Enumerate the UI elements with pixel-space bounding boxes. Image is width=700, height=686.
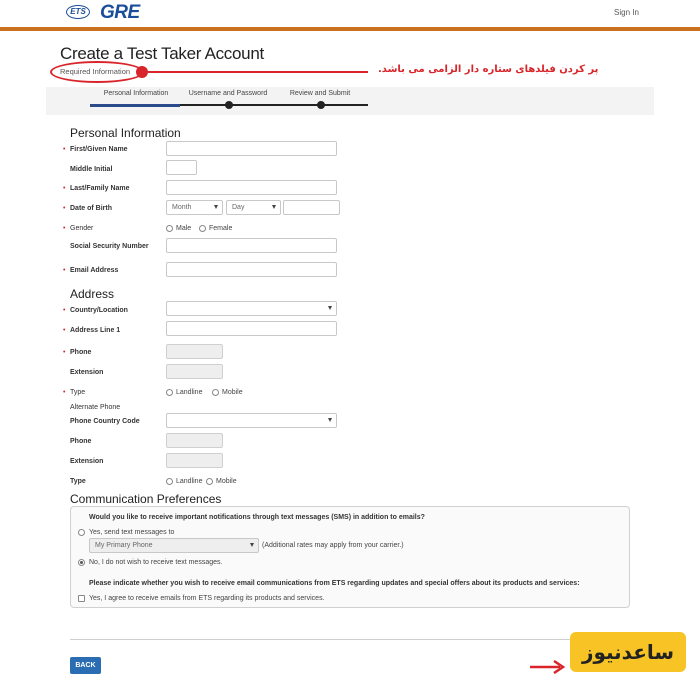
sms-no-radio[interactable] (78, 559, 85, 566)
middle-initial-input[interactable] (166, 160, 197, 175)
phone-country-code-label: Phone Country Code (70, 418, 140, 425)
required-information-note: Required Information (60, 67, 131, 76)
header-accent-bar (0, 27, 700, 31)
page-title: Create a Test Taker Account (60, 44, 264, 63)
watermark-logo: ساعدنیوز (570, 632, 686, 672)
progress-steps (46, 87, 654, 115)
address-line1-label: Address Line 1 (70, 327, 121, 334)
active-step-indicator (90, 104, 180, 107)
annotation-text: پر کردن فیلدهای ستاره دار الزامی می باشد. (378, 64, 599, 75)
ssn-label: Social Security Number (70, 243, 149, 250)
ets-logo: ETS (66, 5, 90, 19)
required-star: • (63, 327, 66, 334)
arrow-right-icon (530, 660, 570, 674)
required-star: • (63, 185, 66, 192)
address-line1-input[interactable] (166, 321, 337, 336)
alt-phone-input[interactable] (166, 433, 223, 448)
sms-rates-note: (Additional rates may apply from your carrier.) (262, 542, 404, 549)
communication-section-title: Communication Preferences (70, 492, 222, 506)
gender-male-radio[interactable] (166, 225, 173, 232)
personal-section-title: Personal Information (70, 126, 181, 140)
email-preference-question: Please indicate whether you wish to receive email communications from ETS regarding updates and special offers about its products and services: (89, 580, 580, 587)
gender-male-label: Male (176, 225, 192, 232)
dob-month-select[interactable] (166, 200, 223, 215)
communication-preferences-box (70, 506, 630, 608)
alt-mobile-radio[interactable] (206, 478, 213, 485)
required-star: • (63, 349, 66, 356)
step-review-submit: Review and Submit (289, 90, 351, 97)
required-star: • (63, 146, 66, 153)
chevron-down-icon (214, 205, 218, 209)
country-select[interactable] (166, 301, 337, 316)
sms-yes-label: Yes, send text messages to (89, 529, 175, 536)
email-consent-checkbox[interactable] (78, 595, 85, 602)
step-personal-information: Personal Information (103, 90, 169, 97)
chevron-down-icon (328, 418, 332, 422)
last-name-input[interactable] (166, 180, 337, 195)
first-name-input[interactable] (166, 141, 337, 156)
mobile-label: Mobile (222, 389, 243, 396)
phone-label: Phone (70, 349, 92, 356)
sms-phone-select[interactable] (89, 538, 259, 553)
dob-label: Date of Birth (70, 205, 112, 212)
landline-label: Landline (176, 389, 203, 396)
phone-type-label: Type (70, 389, 86, 396)
sms-question: Would you like to receive important notifications through text messages (SMS) in addition to emails? (89, 514, 425, 521)
sms-no-label: No, I do not wish to receive text messages. (89, 559, 223, 566)
gender-female-radio[interactable] (199, 225, 206, 232)
annotation-dot (136, 66, 148, 78)
required-star: • (63, 307, 66, 314)
chevron-down-icon (328, 306, 332, 310)
chevron-down-icon (272, 205, 276, 209)
sign-in-link[interactable]: Sign In (614, 8, 639, 17)
extension-label: Extension (70, 369, 104, 376)
alt-type-label: Type (70, 478, 86, 485)
gender-label: Gender (70, 225, 94, 232)
alt-landline-label: Landline (176, 478, 203, 485)
required-star: • (63, 205, 66, 212)
step-dot-3 (317, 101, 325, 109)
landline-radio[interactable] (166, 389, 173, 396)
middle-initial-label: Middle Initial (70, 166, 113, 173)
country-label: Country/Location (70, 307, 128, 314)
address-section-title: Address (70, 287, 115, 301)
mobile-radio[interactable] (212, 389, 219, 396)
required-star: • (63, 267, 66, 274)
required-star: • (63, 389, 66, 396)
email-consent-label: Yes, I agree to receive emails from ETS regarding its products and services. (89, 595, 325, 602)
alt-mobile-label: Mobile (216, 478, 237, 485)
chevron-down-icon (250, 543, 254, 547)
first-name-label: First/Given Name (70, 146, 128, 153)
gre-logo: GRE (100, 2, 140, 23)
alt-extension-label: Extension (70, 458, 104, 465)
dob-year-input[interactable] (283, 200, 340, 215)
required-star: • (63, 225, 66, 232)
phone-input[interactable] (166, 344, 223, 359)
step-dot-2 (225, 101, 233, 109)
top-bar (0, 0, 700, 28)
email-input[interactable] (166, 262, 337, 277)
alt-phone-label: Phone (70, 438, 92, 445)
extension-input[interactable] (166, 364, 223, 379)
sms-yes-radio[interactable] (78, 529, 85, 536)
back-button[interactable]: BACK (70, 657, 101, 674)
sms-phone-value: My Primary Phone (95, 542, 153, 549)
annotation-line (148, 71, 368, 73)
dob-day-value: Day (232, 204, 245, 211)
footer-divider (70, 639, 630, 640)
ssn-input[interactable] (166, 238, 337, 253)
dob-day-select[interactable] (226, 200, 281, 215)
email-label: Email Address (70, 267, 119, 274)
gender-female-label: Female (209, 225, 233, 232)
alt-extension-input[interactable] (166, 453, 223, 468)
alternate-phone-heading: Alternate Phone (70, 404, 121, 411)
dob-month-value: Month (172, 204, 192, 211)
last-name-label: Last/Family Name (70, 185, 130, 192)
alt-landline-radio[interactable] (166, 478, 173, 485)
step-username-password: Username and Password (188, 90, 268, 97)
phone-country-code-select[interactable] (166, 413, 337, 428)
